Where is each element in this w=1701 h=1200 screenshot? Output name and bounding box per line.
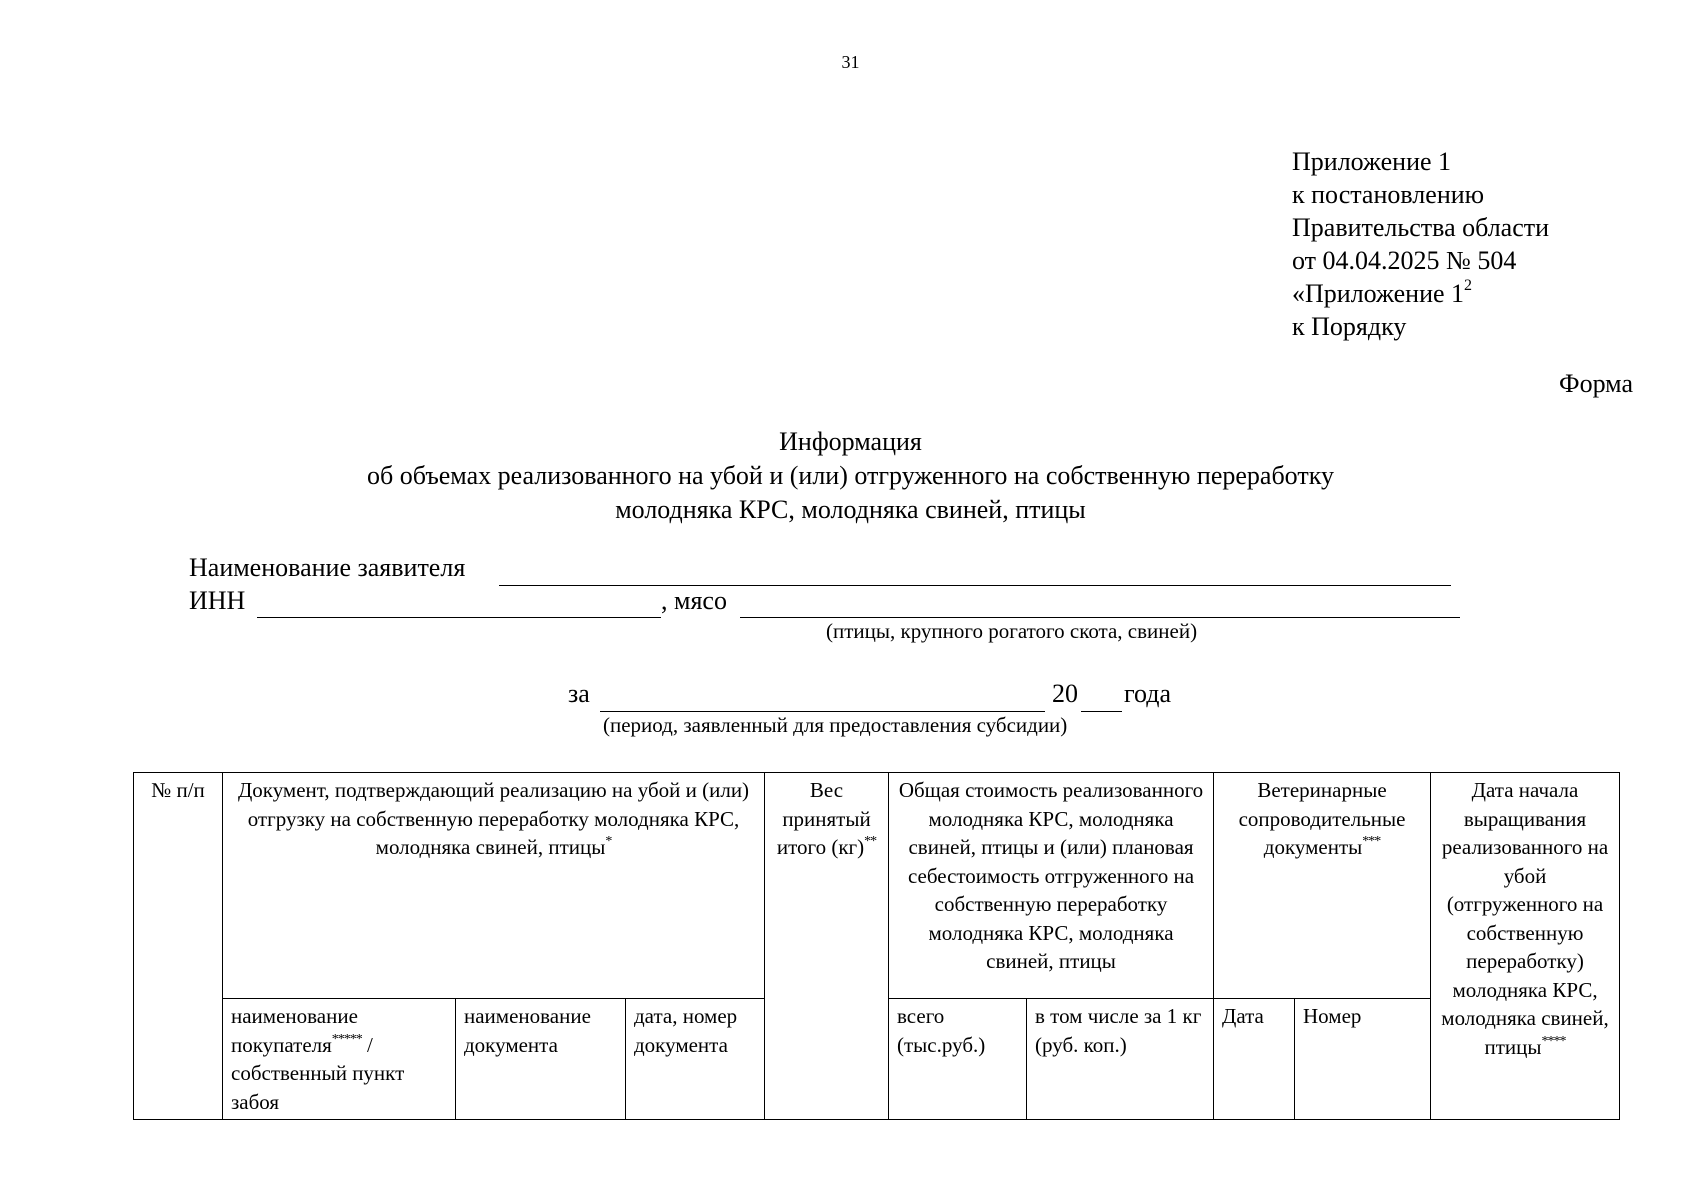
- title-line-3: молодняка КРС, молодняка свиней, птицы: [615, 495, 1086, 524]
- subheader-doc-date: [626, 999, 765, 1120]
- appendix-line-4: от 04.04.2025 № 504: [1292, 246, 1517, 275]
- subheader-vet-date: [1214, 999, 1295, 1120]
- title-heading: Информация: [779, 427, 922, 456]
- inn-field[interactable]: [257, 617, 661, 618]
- header-start-date-mark: ****: [1541, 1033, 1566, 1049]
- header-vet: [1214, 773, 1431, 999]
- applicant-label: Наименование заявителя: [189, 553, 466, 582]
- header-vet-text: Ветеринарные сопроводительные документы: [1238, 778, 1406, 859]
- appendix-line-5: [1292, 277, 1549, 310]
- subheader-buyer-part1: наименование покупателя: [231, 1004, 358, 1057]
- year-field[interactable]: [1081, 711, 1122, 712]
- meat-label: , мясо: [661, 586, 727, 615]
- applicant-field[interactable]: [499, 585, 1451, 586]
- page-number: 31: [841, 52, 860, 72]
- header-weight-mark: **: [864, 834, 877, 849]
- subheader-buyer-part2: / собственный пункт забоя: [231, 1032, 405, 1114]
- appendix-line-2: к постановлению: [1292, 180, 1485, 209]
- info-table: [133, 772, 1620, 1120]
- appendix-block: [1292, 145, 1549, 343]
- appendix-superscript: 2: [1464, 277, 1473, 294]
- header-start-date: [1431, 773, 1620, 1120]
- header-num: [134, 773, 223, 1120]
- appendix-line-6: к Порядку: [1292, 312, 1407, 341]
- meat-field[interactable]: [740, 617, 1460, 618]
- header-vet-mark: ***: [1362, 834, 1381, 849]
- subheader-vet-number: [1295, 999, 1431, 1120]
- subheader-vet-number-text: Номер: [1303, 1004, 1362, 1028]
- subheader-vet-date-text: Дата: [1222, 1004, 1264, 1028]
- meat-hint: (птицы, крупного рогатого скота, свиней): [826, 619, 1198, 643]
- subheader-per-kg: [1027, 999, 1214, 1120]
- appendix-line-1: Приложение 1: [1292, 147, 1452, 176]
- header-cost-text: Общая стоимость реализованного молодняка КРС, молодняка свиней, птицы и (или) плановая себестоимость отгруженного на собственную переработку молодняка КРС, молодняка свиней, птицы: [898, 778, 1204, 973]
- subheader-doc-name: [456, 999, 626, 1120]
- info-table-wrapper: [133, 772, 1619, 1119]
- appendix-line-3: Правительства области: [1292, 213, 1550, 242]
- form-label: Форма: [1559, 369, 1633, 398]
- header-document-text: Документ, подтверждающий реализацию на убой и (или) отгрузку на собственную переработку молодняка КРС, молодняка свиней, птицы: [237, 778, 750, 859]
- subheader-per-kg-text: в том числе за 1 кг (руб. коп.): [1035, 1004, 1202, 1057]
- header-document-mark: *: [605, 834, 612, 849]
- header-weight: [765, 773, 889, 1120]
- subheader-total-text: всего (тыс.руб.): [897, 1004, 986, 1057]
- period-field[interactable]: [600, 711, 1045, 712]
- subheader-doc-name-text: наименование документа: [464, 1004, 591, 1057]
- year-prefix: 20: [1052, 679, 1078, 708]
- header-weight-text: Вес принятый итого (кг): [776, 778, 871, 859]
- header-cost: [889, 773, 1214, 999]
- subheader-total: [889, 999, 1027, 1120]
- subheader-buyer-mark: *****: [331, 1031, 362, 1047]
- header-document: [223, 773, 765, 999]
- period-prefix: за: [568, 679, 590, 708]
- document-title: [0, 425, 1701, 527]
- subheader-doc-date-text: дата, номер документа: [634, 1004, 738, 1057]
- inn-label: ИНН: [189, 586, 246, 615]
- title-line-2: об объемах реализованного на убой и (или) отгруженного на собственную переработку: [367, 461, 1334, 490]
- appendix-line-5-text: «Приложение 1: [1292, 279, 1465, 308]
- period-hint: (период, заявленный для предоставления субсидии): [603, 713, 1068, 737]
- header-num-text: № п/п: [151, 778, 205, 802]
- subheader-buyer: [223, 999, 456, 1120]
- header-start-date-text: Дата начала выращивания реализованного на убой (отгруженного на собственную переработку) молодняка КРС, молодняка свиней, птицы: [1441, 778, 1609, 1059]
- year-suffix: года: [1124, 679, 1172, 708]
